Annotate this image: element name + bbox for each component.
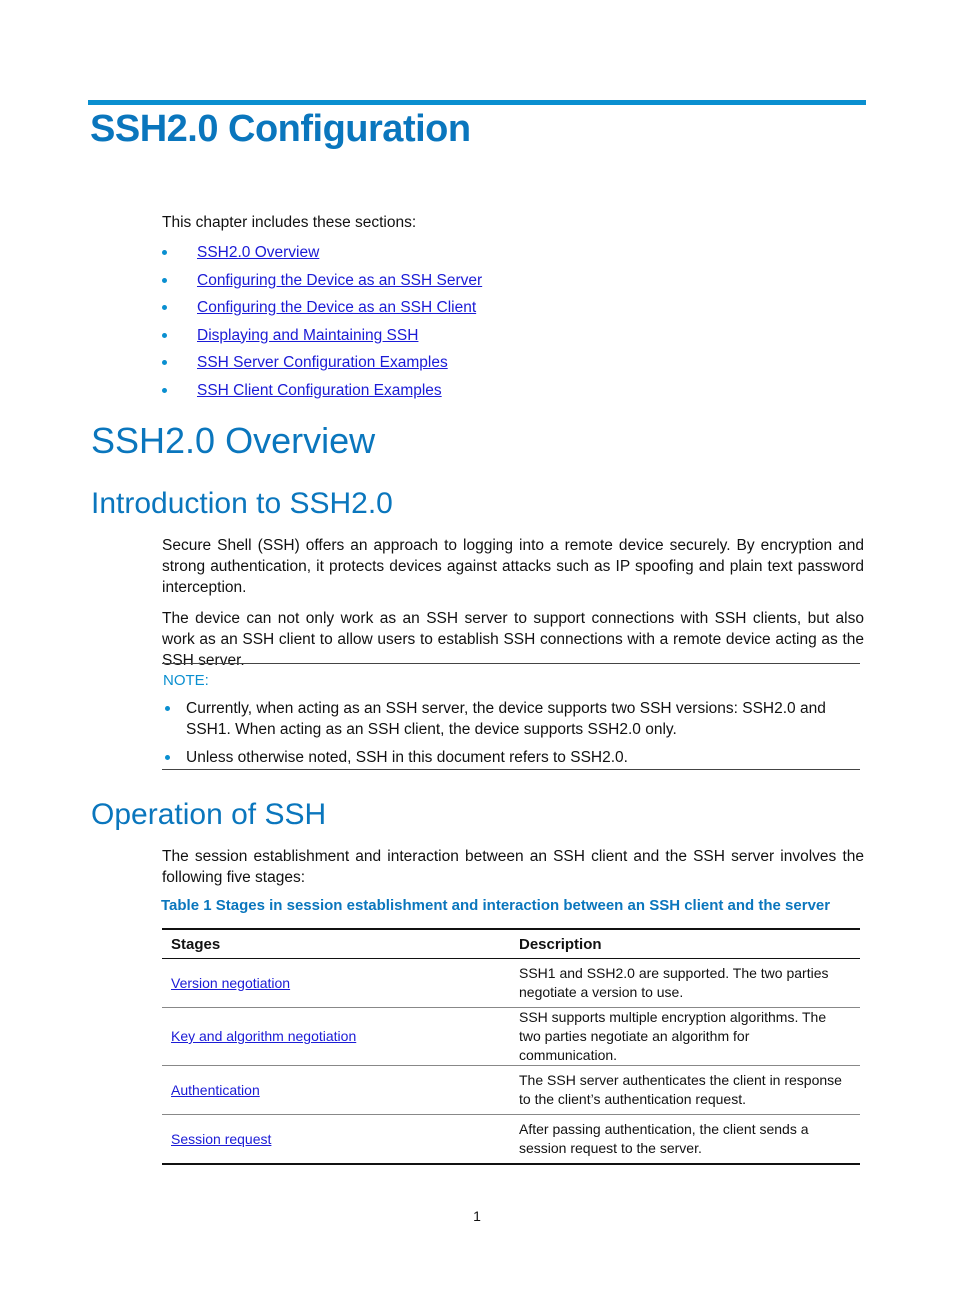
bullet-icon bbox=[162, 305, 167, 310]
intro-paragraph-2: The device can not only work as an SSH server to support connections with SSH clients, but also work as an SSH client to allow users to establish SSH connections with a remote device acting as the SSH server. bbox=[162, 610, 864, 669]
note-item bbox=[162, 747, 860, 768]
table-row bbox=[162, 1008, 860, 1066]
note-item-text: Currently, when acting as an SSH server, the device supports two SSH versions: SSH2.0 and SSH1. When acting as an SSH client, the device supports SSH2.0 only. bbox=[186, 700, 826, 738]
stages-table bbox=[162, 928, 860, 1165]
stage-cell bbox=[162, 959, 510, 1008]
toc-link-ssh-overview[interactable]: SSH2.0 Overview bbox=[197, 244, 320, 261]
stage-cell bbox=[162, 1115, 510, 1165]
operation-paragraph: The session establishment and interaction between an SSH client and the SSH server involves the following five stages: bbox=[162, 848, 864, 886]
description-cell: The SSH server authenticates the client in response to the client’s authentication request. bbox=[510, 1066, 860, 1115]
description-cell: After passing authentication, the client sends a session request to the server. bbox=[519, 1121, 809, 1156]
bullet-icon bbox=[162, 388, 167, 393]
intro-paragraph-1: Secure Shell (SSH) offers an approach to logging into a remote device securely. By encryption and strong authentication, it protects devices against attacks such as IP spoofing and plain text password interception. bbox=[162, 537, 864, 596]
toc-item bbox=[162, 241, 482, 269]
note-box bbox=[162, 663, 860, 770]
note-item-text: Unless otherwise noted, SSH in this document refers to SSH2.0. bbox=[186, 749, 628, 766]
bullet-icon bbox=[162, 278, 167, 283]
description-cell: SSH supports multiple encryption algorithms. The two parties negotiate an algorithm for communication. bbox=[510, 1008, 860, 1066]
stage-cell bbox=[162, 1008, 510, 1066]
stage-link-session-request[interactable]: Session request bbox=[171, 1130, 272, 1147]
toc-item bbox=[162, 379, 482, 407]
table-header-row bbox=[162, 929, 860, 959]
toc-item bbox=[162, 351, 482, 379]
chapter-title: SSH2.0 Configuration bbox=[90, 108, 471, 150]
toc-item bbox=[162, 269, 482, 297]
table-caption: Table 1 Stages in session establishment and interaction between an SSH client and the server bbox=[161, 897, 831, 914]
description-cell: SSH1 and SSH2.0 are supported. The two parties negotiate a version to use. bbox=[510, 959, 860, 1008]
column-header-description: Description bbox=[510, 929, 860, 959]
table-row bbox=[162, 1115, 860, 1165]
bullet-icon bbox=[162, 250, 167, 255]
toc-list bbox=[162, 241, 482, 406]
operation-heading: Operation of SSH bbox=[91, 798, 327, 831]
toc-link-ssh-client[interactable]: Configuring the Device as an SSH Client bbox=[197, 299, 477, 316]
toc-link-ssh-server[interactable]: Configuring the Device as an SSH Server bbox=[197, 271, 483, 289]
toc-link-client-examples[interactable]: SSH Client Configuration Examples bbox=[197, 381, 442, 399]
table-row bbox=[162, 1066, 860, 1115]
stage-cell bbox=[162, 1066, 510, 1115]
toc-item bbox=[162, 296, 482, 324]
toc-item bbox=[162, 324, 482, 352]
stage-link-key-algorithm-negotiation[interactable]: Key and algorithm negotiation bbox=[171, 1028, 357, 1044]
bullet-icon bbox=[162, 360, 167, 365]
note-label: NOTE: bbox=[163, 672, 209, 689]
bullet-icon bbox=[165, 706, 170, 711]
page-number: 1 bbox=[473, 1208, 481, 1224]
note-item bbox=[162, 698, 860, 740]
section-title: SSH2.0 Overview bbox=[91, 420, 376, 461]
bullet-icon bbox=[165, 755, 170, 760]
intro-heading: Introduction to SSH2.0 bbox=[91, 487, 393, 520]
bullet-icon bbox=[162, 333, 167, 338]
toc-link-server-examples[interactable]: SSH Server Configuration Examples bbox=[197, 354, 448, 371]
intro-text: This chapter includes these sections: bbox=[162, 214, 417, 231]
stage-link-authentication[interactable]: Authentication bbox=[171, 1081, 260, 1098]
toc-link-display-maintain[interactable]: Displaying and Maintaining SSH bbox=[197, 326, 419, 344]
note-list bbox=[162, 698, 860, 775]
column-header-stages: Stages bbox=[162, 929, 510, 959]
table-row bbox=[162, 959, 860, 1008]
stage-link-version-negotiation[interactable]: Version negotiation bbox=[171, 974, 291, 991]
chapter-top-rule bbox=[88, 100, 866, 105]
